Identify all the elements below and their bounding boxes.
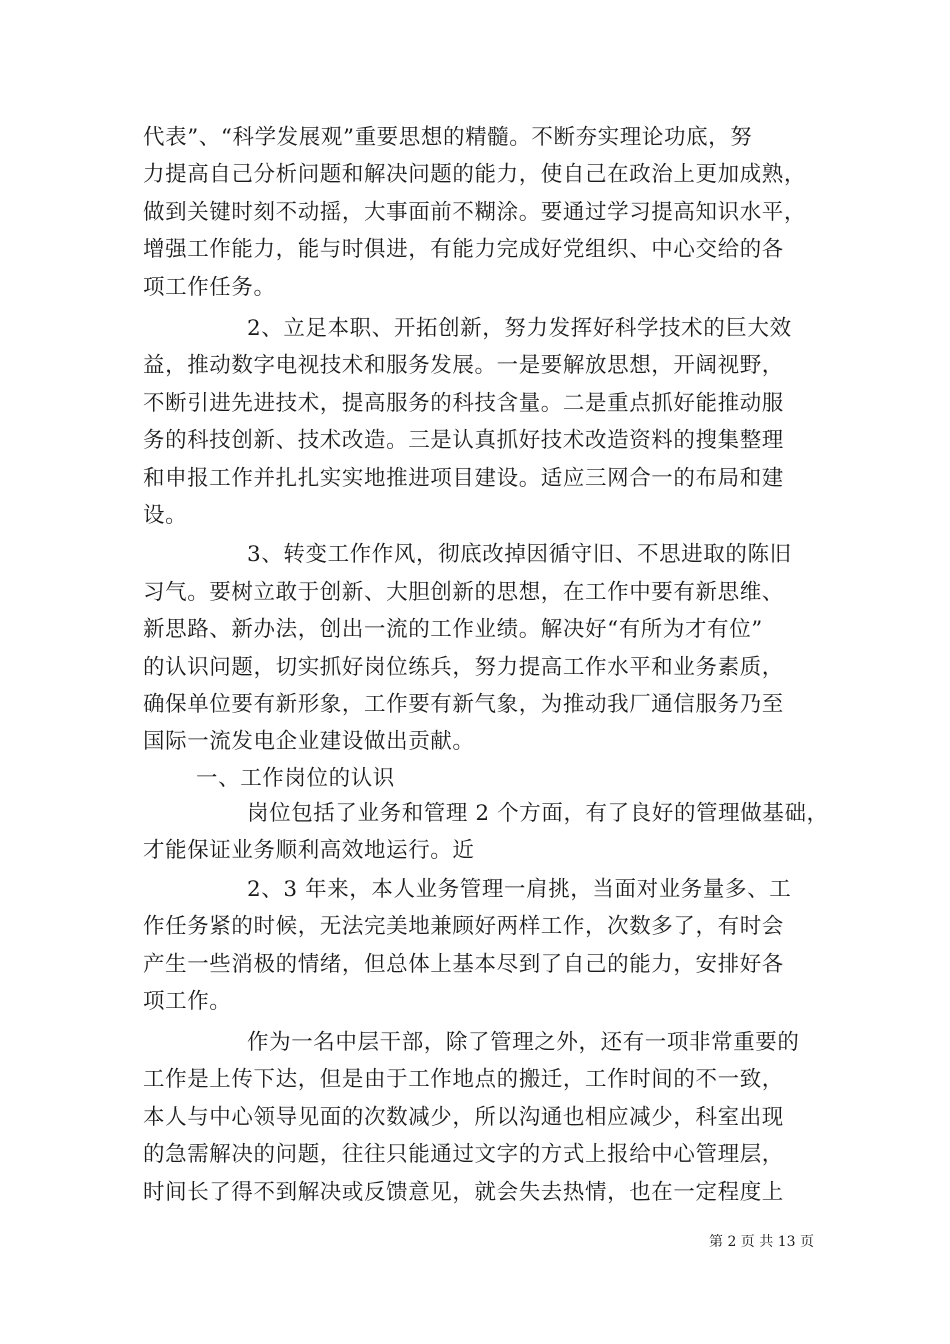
text-line: 作为一名中层干部，除了管理之外，还有一项非常重要的 [247, 1030, 800, 1055]
paragraph-heading-2: 2、立足本职、开拓创新，努力发挥好科学技术的巨大效 [247, 316, 792, 341]
text-line: 项工作。 [143, 989, 232, 1014]
text-line: 新思路、新办法，创出一流的工作业绩。解决好“有所为才有位” [143, 617, 763, 642]
section-heading: 一、工作岗位的认识 [196, 766, 395, 791]
page-number-footer: 第 2 页 共 13 页 [709, 1234, 814, 1250]
text-line: 益，推动数字电视技术和服务发展。一是要解放思想，开阔视野， [143, 353, 784, 378]
paragraph-heading-3: 3、转变工作作风，彻底改掉因循守旧、不思进取的陈旧 [247, 542, 792, 567]
text-line: 作任务紧的时候，无法完美地兼顾好两样工作，次数多了，有时会 [143, 914, 784, 939]
text-line: 本人与中心领导见面的次数减少，所以沟通也相应减少，科室出现 [143, 1105, 784, 1130]
text-line: 代表”、“科学发展观”重要思想的精髓。不断夯实理论功底，努 [143, 125, 753, 150]
text-line: 的急需解决的问题，往往只能通过文字的方式上报给中心管理层， [143, 1142, 784, 1167]
text-line: 时间长了得不到解决或反馈意见，就会失去热情，也在一定程度上 [143, 1180, 784, 1205]
text-line: 和申报工作并扎扎实实地推进项目建设。适应三网合一的布局和建 [143, 466, 784, 491]
text-line: 国际一流发电企业建设做出贡献。 [143, 729, 475, 754]
text-line: 2、3 年来，本人业务管理一肩挑，当面对业务量多、工 [247, 877, 792, 902]
text-line: 习气。要树立敢于创新、大胆创新的思想，在工作中要有新思维、 [143, 580, 784, 605]
text-line: 力提高自己分析问题和解决问题的能力，使自己在政治上更加成熟， [143, 162, 807, 187]
text-line: 不断引进先进技术，提高服务的科技含量。二是重点抓好能推动服 [143, 391, 784, 416]
text-line: 才能保证业务顺利高效地运行。近 [143, 838, 475, 863]
text-line: 设。 [143, 503, 188, 528]
text-line: 项工作任务。 [143, 275, 276, 300]
text-line: 务的科技创新、技术改造。三是认真抓好技术改造资料的搜集整理 [143, 428, 784, 453]
text-line: 确保单位要有新形象，工作要有新气象，为推动我厂通信服务乃至 [143, 692, 784, 717]
text-line: 工作是上传下达，但是由于工作地点的搬迁，工作时间的不一致， [143, 1067, 784, 1092]
text-line: 岗位包括了业务和管理 2 个方面，有了良好的管理做基础， [247, 801, 829, 826]
text-line: 增强工作能力，能与时俱进，有能力完成好党组织、中心交给的各 [143, 237, 784, 262]
text-line: 的认识问题，切实抓好岗位练兵，努力提高工作水平和业务素质， [143, 655, 784, 680]
text-line: 做到关键时刻不动摇，大事面前不糊涂。要通过学习提高知识水平， [143, 200, 807, 225]
text-line: 产生一些消极的情绪，但总体上基本尽到了自己的能力，安排好各 [143, 952, 784, 977]
